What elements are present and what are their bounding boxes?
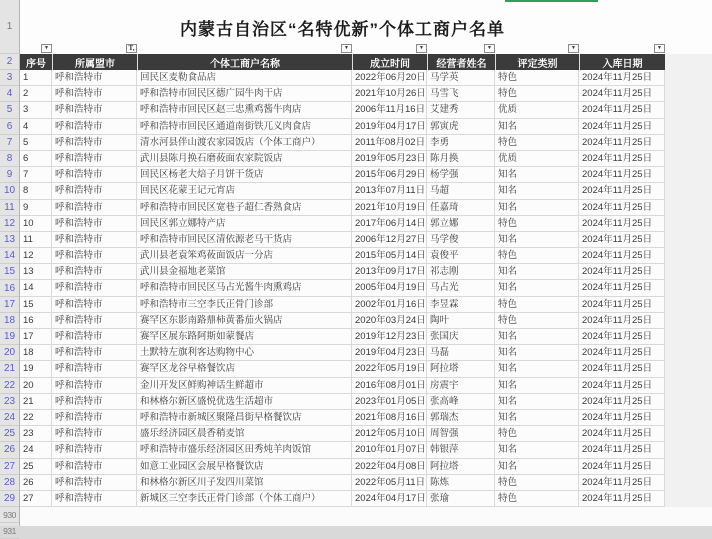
cell-established[interactable]: 2024年04月17日 xyxy=(352,491,427,507)
table-row xyxy=(20,102,665,118)
row-number-26[interactable]: 26 xyxy=(0,442,19,458)
cell-name[interactable]: 回民区麦勒食品店 xyxy=(137,70,352,86)
filter-dropdown-button[interactable]: ▼ xyxy=(41,44,52,53)
cell-city[interactable]: 呼和浩特市 xyxy=(52,216,137,232)
cell-no[interactable]: 3 xyxy=(20,102,52,118)
cell-operator[interactable]: 李昱霖 xyxy=(427,297,495,313)
cell-operator[interactable]: 艾建秀 xyxy=(427,102,495,118)
table-row xyxy=(20,313,665,329)
table-row xyxy=(20,491,665,507)
table-row xyxy=(20,232,665,248)
cell-city[interactable]: 呼和浩特市 xyxy=(52,264,137,280)
cell-category[interactable]: 知名 xyxy=(495,200,579,216)
row-number-11[interactable]: 11 xyxy=(0,200,19,216)
cell-name[interactable]: 金川开发区鲜购神话生鲜超市 xyxy=(137,378,352,394)
row-number-3[interactable]: 3 xyxy=(0,70,19,86)
row-number-28[interactable]: 28 xyxy=(0,475,19,491)
cell-established[interactable]: 2022年06月20日 xyxy=(352,70,427,86)
cell-entered[interactable]: 2024年11月25日 xyxy=(579,297,665,313)
cell-name[interactable]: 土默特左旗利客达购物中心 xyxy=(137,345,352,361)
cell-city[interactable]: 呼和浩特市 xyxy=(52,183,137,199)
table-row xyxy=(20,378,665,394)
cell-no[interactable]: 27 xyxy=(20,491,52,507)
cell-city[interactable]: 呼和浩特市 xyxy=(52,248,137,264)
cell-no[interactable]: 22 xyxy=(20,410,52,426)
cell-operator[interactable]: 马学英 xyxy=(427,70,495,86)
table-row xyxy=(20,426,665,442)
cell-entered[interactable]: 2024年11月25日 xyxy=(579,183,665,199)
header-cell-city[interactable]: 所属盟市 xyxy=(52,54,137,70)
cell-category[interactable]: 知名 xyxy=(495,378,579,394)
cell-operator[interactable]: 阿拉塔 xyxy=(427,361,495,377)
cell-entered[interactable]: 2024年11月25日 xyxy=(579,119,665,135)
cell-city[interactable]: 呼和浩特市 xyxy=(52,361,137,377)
cell-city[interactable]: 呼和浩特市 xyxy=(52,70,137,86)
row-number-15[interactable]: 15 xyxy=(0,264,19,280)
cell-category[interactable]: 特色 xyxy=(495,248,579,264)
cell-no[interactable]: 8 xyxy=(20,183,52,199)
cell-established[interactable]: 2002年01月16日 xyxy=(352,297,427,313)
row-number-5[interactable]: 5 xyxy=(0,102,19,118)
cell-established[interactable]: 2015年05月14日 xyxy=(352,248,427,264)
cell-category[interactable]: 特色 xyxy=(495,135,579,151)
row-number-22[interactable]: 22 xyxy=(0,378,19,394)
row-number-4[interactable]: 4 xyxy=(0,86,19,102)
cell-entered[interactable]: 2024年11月25日 xyxy=(579,264,665,280)
cell-category[interactable]: 知名 xyxy=(495,280,579,296)
cell-operator[interactable]: 周智强 xyxy=(427,426,495,442)
cell-operator[interactable]: 张瑜 xyxy=(427,491,495,507)
cell-entered[interactable]: 2024年11月25日 xyxy=(579,345,665,361)
cell-no[interactable]: 21 xyxy=(20,394,52,410)
cell-no[interactable]: 7 xyxy=(20,167,52,183)
table-row xyxy=(20,151,665,167)
cell-city[interactable]: 呼和浩特市 xyxy=(52,200,137,216)
cell-category[interactable]: 知名 xyxy=(495,329,579,345)
cell-entered[interactable]: 2024年11月25日 xyxy=(579,200,665,216)
cell-operator[interactable]: 郭瑞杰 xyxy=(427,410,495,426)
cell-name[interactable]: 清水河县伴山渡农家园饭店（个体工商户） xyxy=(137,135,352,151)
table-row xyxy=(20,410,665,426)
header-cell-established[interactable]: 成立时间 xyxy=(352,54,427,70)
cell-name[interactable]: 呼和浩特市三空李氏正骨门诊部 xyxy=(137,297,352,313)
cell-no[interactable]: 10 xyxy=(20,216,52,232)
cell-name[interactable]: 呼和浩特市回民区德广园牛肉干店 xyxy=(137,86,352,102)
cell-entered[interactable]: 2024年11月25日 xyxy=(579,329,665,345)
cell-name[interactable]: 呼和浩特市回民区赵三忠熏鸡酱牛肉店 xyxy=(137,102,352,118)
cell-no[interactable]: 4 xyxy=(20,119,52,135)
table-row xyxy=(20,248,665,264)
cell-no[interactable]: 13 xyxy=(20,264,52,280)
cell-name[interactable]: 和林格尔新区川子发四川菜馆 xyxy=(137,475,352,491)
row-number-29[interactable]: 29 xyxy=(0,491,19,507)
cell-established[interactable]: 2021年08月16日 xyxy=(352,410,427,426)
cell-category[interactable]: 知名 xyxy=(495,442,579,458)
cell-no[interactable]: 6 xyxy=(20,151,52,167)
cell-name[interactable]: 呼和浩特市回民区清依源老马干货店 xyxy=(137,232,352,248)
cell-established[interactable]: 2013年07月11日 xyxy=(352,183,427,199)
cell-category[interactable]: 特色 xyxy=(495,297,579,313)
row-header-gutter xyxy=(0,0,20,536)
cell-name[interactable]: 新城区三空李氏正骨门诊部（个体工商户） xyxy=(137,491,352,507)
cell-operator[interactable]: 祁志刚 xyxy=(427,264,495,280)
row-number-2[interactable]: 2 xyxy=(0,54,19,70)
cell-name[interactable]: 呼和浩特市回民区通道南街铁兀义肉食店 xyxy=(137,119,352,135)
cell-category[interactable]: 优质 xyxy=(495,102,579,118)
cell-established[interactable]: 2016年08月01日 xyxy=(352,378,427,394)
cell-established[interactable]: 2017年06月14日 xyxy=(352,216,427,232)
cell-entered[interactable]: 2024年11月25日 xyxy=(579,151,665,167)
filter-dropdown-button[interactable]: ▼ xyxy=(568,44,579,53)
table-row xyxy=(20,119,665,135)
cell-operator[interactable]: 袁俊平 xyxy=(427,248,495,264)
cell-entered[interactable]: 2024年11月25日 xyxy=(579,248,665,264)
cell-name[interactable]: 呼和浩特市新城区聚隆昌街早格餐饮店 xyxy=(137,410,352,426)
row-number-7[interactable]: 7 xyxy=(0,135,19,151)
cell-no[interactable]: 11 xyxy=(20,232,52,248)
cell-no[interactable]: 20 xyxy=(20,378,52,394)
cell-no[interactable]: 25 xyxy=(20,459,52,475)
row-number-16[interactable]: 16 xyxy=(0,280,19,296)
cell-operator[interactable]: 马超 xyxy=(427,183,495,199)
cell-operator[interactable]: 郭立娜 xyxy=(427,216,495,232)
table-row xyxy=(20,329,665,345)
cell-established[interactable]: 2022年05月11日 xyxy=(352,475,427,491)
cell-name[interactable]: 武川县陈月换石磨莜面农家院饭店 xyxy=(137,151,352,167)
cell-established[interactable]: 2021年10月19日 xyxy=(352,200,427,216)
cell-name[interactable]: 赛罕区东影南路鼎柿黄番茄火锅店 xyxy=(137,313,352,329)
table-row xyxy=(20,280,665,296)
header-cell-no[interactable]: 序号 xyxy=(26,58,46,70)
filter-dropdown-button[interactable]: ▼ xyxy=(484,44,495,53)
cell-name[interactable]: 和林格尔新区盛悦优选生活超市 xyxy=(137,394,352,410)
cell-category[interactable]: 知名 xyxy=(495,345,579,361)
cell-city[interactable]: 呼和浩特市 xyxy=(52,119,137,135)
cell-entered[interactable]: 2024年11月25日 xyxy=(579,378,665,394)
cell-entered[interactable]: 2024年11月25日 xyxy=(579,102,665,118)
cell-name[interactable]: 呼和浩特市回民区宽巷子超仁香熟食店 xyxy=(137,200,352,216)
cell-established[interactable]: 2013年09月17日 xyxy=(352,264,427,280)
table-row xyxy=(20,442,665,458)
cell-entered[interactable]: 2024年11月25日 xyxy=(579,442,665,458)
cell-city[interactable]: 呼和浩特市 xyxy=(52,232,137,248)
cell-operator[interactable]: 马占光 xyxy=(427,280,495,296)
table-row xyxy=(20,86,665,102)
cell-established[interactable]: 2020年03月24日 xyxy=(352,313,427,329)
cell-name[interactable]: 武川县金福地老菜馆 xyxy=(137,264,352,280)
row-number-19[interactable]: 19 xyxy=(0,329,19,345)
cell-established[interactable]: 2019年04月17日 xyxy=(352,119,427,135)
cell-established[interactable]: 2023年01月05日 xyxy=(352,394,427,410)
empty-rows-area xyxy=(20,507,712,526)
cell-operator[interactable]: 张国庆 xyxy=(427,329,495,345)
row-number-25[interactable]: 25 xyxy=(0,426,19,442)
header-cell-entered[interactable]: 入库日期 xyxy=(579,54,665,70)
cell-city[interactable]: 呼和浩特市 xyxy=(52,151,137,167)
cell-entered[interactable]: 2024年11月25日 xyxy=(579,70,665,86)
cell-city[interactable]: 呼和浩特市 xyxy=(52,102,137,118)
cell-city[interactable]: 呼和浩特市 xyxy=(52,410,137,426)
table-header-row xyxy=(20,54,665,70)
cell-entered[interactable]: 2024年11月25日 xyxy=(579,167,665,183)
cell-entered[interactable]: 2024年11月25日 xyxy=(579,394,665,410)
row-number-18[interactable]: 18 xyxy=(0,313,19,329)
table-row xyxy=(20,297,665,313)
cell-name[interactable]: 如意工业园区会展早格餐饮店 xyxy=(137,459,352,475)
cell-no[interactable]: 18 xyxy=(20,345,52,361)
cell-established[interactable]: 2019年12月23日 xyxy=(352,329,427,345)
cell-operator[interactable]: 陶叶 xyxy=(427,313,495,329)
cell-entered[interactable]: 2024年11月25日 xyxy=(579,410,665,426)
cell-entered[interactable]: 2024年11月25日 xyxy=(579,86,665,102)
cell-operator[interactable]: 任嘉琦 xyxy=(427,200,495,216)
cell-entered[interactable]: 2024年11月25日 xyxy=(579,135,665,151)
cell-established[interactable]: 2015年06月29日 xyxy=(352,167,427,183)
cell-entered[interactable]: 2024年11月25日 xyxy=(579,216,665,232)
cell-category[interactable]: 特色 xyxy=(495,70,579,86)
cell-established[interactable]: 2006年12月27日 xyxy=(352,232,427,248)
cell-city[interactable]: 呼和浩特市 xyxy=(52,86,137,102)
cell-city[interactable]: 呼和浩特市 xyxy=(52,378,137,394)
cell-city[interactable]: 呼和浩特市 xyxy=(52,329,137,345)
cell-no[interactable]: 23 xyxy=(20,426,52,442)
table-row xyxy=(20,216,665,232)
cell-category[interactable]: 特色 xyxy=(495,216,579,232)
table-row xyxy=(20,475,665,491)
cell-category[interactable]: 知名 xyxy=(495,394,579,410)
cell-established[interactable]: 2005年04月19日 xyxy=(352,280,427,296)
cell-no[interactable]: 5 xyxy=(20,135,52,151)
cell-no[interactable]: 16 xyxy=(20,313,52,329)
cell-name[interactable]: 武川县老袁笨鸡莜面饭店一分店 xyxy=(137,248,352,264)
cell-no[interactable]: 9 xyxy=(20,200,52,216)
cell-no[interactable]: 19 xyxy=(20,361,52,377)
cell-city[interactable]: 呼和浩特市 xyxy=(52,491,137,507)
cell-operator[interactable]: 陈月换 xyxy=(427,151,495,167)
row-number-12[interactable]: 12 xyxy=(0,216,19,232)
table-row xyxy=(20,459,665,475)
cell-operator[interactable]: 杨学强 xyxy=(427,167,495,183)
cell-established[interactable]: 2022年05月19日 xyxy=(352,361,427,377)
cell-no[interactable]: 24 xyxy=(20,442,52,458)
cell-category[interactable]: 知名 xyxy=(495,119,579,135)
cell-name[interactable]: 回民区花蒙王记元宵店 xyxy=(137,183,352,199)
cell-established[interactable]: 2006年11月16日 xyxy=(352,102,427,118)
cell-name[interactable]: 回民区郭立娜特产店 xyxy=(137,216,352,232)
table-row xyxy=(20,264,665,280)
row-number-930[interactable]: 930 xyxy=(0,507,19,523)
cell-category[interactable]: 知名 xyxy=(495,167,579,183)
table-body xyxy=(20,70,665,507)
cell-category[interactable]: 特色 xyxy=(495,426,579,442)
cell-operator[interactable]: 阿拉塔 xyxy=(427,459,495,475)
cell-category[interactable]: 特色 xyxy=(495,491,579,507)
cell-entered[interactable]: 2024年11月25日 xyxy=(579,361,665,377)
cell-established[interactable]: 2019年05月23日 xyxy=(352,151,427,167)
cell-city[interactable]: 呼和浩特市 xyxy=(52,475,137,491)
cell-no[interactable]: 12 xyxy=(20,248,52,264)
header-cell-name[interactable]: 个体工商户名称 xyxy=(137,54,352,70)
cell-established[interactable]: 2011年08月02日 xyxy=(352,135,427,151)
table-row xyxy=(20,70,665,86)
cell-city[interactable]: 呼和浩特市 xyxy=(52,313,137,329)
cell-no[interactable]: 17 xyxy=(20,329,52,345)
filter-dropdown-button[interactable]: ▼ xyxy=(654,44,665,53)
cell-entered[interactable]: 2024年11月25日 xyxy=(579,459,665,475)
cell-operator[interactable]: 房震宇 xyxy=(427,378,495,394)
cell-operator[interactable]: 马学俊 xyxy=(427,232,495,248)
cell-category[interactable]: 特色 xyxy=(495,86,579,102)
row-number-10[interactable]: 10 xyxy=(0,183,19,199)
row-number-20[interactable]: 20 xyxy=(0,345,19,361)
table-row xyxy=(20,200,665,216)
cell-category[interactable]: 知名 xyxy=(495,183,579,199)
cell-no[interactable]: 15 xyxy=(20,297,52,313)
cell-operator[interactable]: 李勇 xyxy=(427,135,495,151)
cell-name[interactable]: 回民区杨老大焙子月饼干货店 xyxy=(137,167,352,183)
row-number-17[interactable]: 17 xyxy=(0,297,19,313)
header-cell-operator[interactable]: 经营者姓名 xyxy=(427,54,495,70)
cell-established[interactable]: 2022年04月08日 xyxy=(352,459,427,475)
cell-no[interactable]: 14 xyxy=(20,280,52,296)
cell-category[interactable]: 特色 xyxy=(495,475,579,491)
cell-entered[interactable]: 2024年11月25日 xyxy=(579,280,665,296)
cell-city[interactable]: 呼和浩特市 xyxy=(52,280,137,296)
cell-operator[interactable]: 张高峰 xyxy=(427,394,495,410)
table-row xyxy=(20,394,665,410)
cell-category[interactable]: 优质 xyxy=(495,151,579,167)
row-number-14[interactable]: 14 xyxy=(0,248,19,264)
row-number-13[interactable]: 13 xyxy=(0,232,19,248)
row-number-6[interactable]: 6 xyxy=(0,119,19,135)
cell-category[interactable]: 特色 xyxy=(495,313,579,329)
table-row xyxy=(20,361,665,377)
header-cell-category[interactable]: 评定类别 xyxy=(495,54,579,70)
cell-city[interactable]: 呼和浩特市 xyxy=(52,345,137,361)
row-number-1[interactable]: 1 xyxy=(0,0,19,54)
cell-name[interactable]: 呼和浩特市盛乐经济园区田秀炖羊肉饭馆 xyxy=(137,442,352,458)
cell-city[interactable]: 呼和浩特市 xyxy=(52,167,137,183)
cell-city[interactable]: 呼和浩特市 xyxy=(52,442,137,458)
cell-category[interactable]: 知名 xyxy=(495,459,579,475)
filter-dropdown-button[interactable]: ▼ xyxy=(416,44,427,53)
cell-city[interactable]: 呼和浩特市 xyxy=(52,459,137,475)
cell-entered[interactable]: 2024年11月25日 xyxy=(579,475,665,491)
table-row xyxy=(20,167,665,183)
row-number-8[interactable]: 8 xyxy=(0,151,19,167)
cell-category[interactable]: 知名 xyxy=(495,410,579,426)
cell-city[interactable]: 呼和浩特市 xyxy=(52,394,137,410)
filter-dropdown-button[interactable]: ▼ xyxy=(341,44,352,53)
row-number-23[interactable]: 23 xyxy=(0,394,19,410)
cell-category[interactable]: 知名 xyxy=(495,264,579,280)
cell-city[interactable]: 呼和浩特市 xyxy=(52,135,137,151)
cell-established[interactable]: 2019年04月23日 xyxy=(352,345,427,361)
cell-no[interactable]: 1 xyxy=(20,70,52,86)
row-number-24[interactable]: 24 xyxy=(0,410,19,426)
cell-operator[interactable]: 马雪飞 xyxy=(427,86,495,102)
table-row xyxy=(20,345,665,361)
cell-entered[interactable]: 2024年11月25日 xyxy=(579,313,665,329)
filter-applied-button[interactable]: T, xyxy=(126,44,137,53)
cell-no[interactable]: 2 xyxy=(20,86,52,102)
cell-category[interactable]: 知名 xyxy=(495,361,579,377)
cell-entered[interactable]: 2024年11月25日 xyxy=(579,232,665,248)
cell-operator[interactable]: 韩银萍 xyxy=(427,442,495,458)
cell-entered[interactable]: 2024年11月25日 xyxy=(579,426,665,442)
row-number-9[interactable]: 9 xyxy=(0,167,19,183)
cell-operator[interactable]: 陈炼 xyxy=(427,475,495,491)
table-row xyxy=(20,135,665,151)
cell-name[interactable]: 赛罕区展东路阿斯如蒙餐店 xyxy=(137,329,352,345)
row-number-27[interactable]: 27 xyxy=(0,459,19,475)
cell-name[interactable]: 呼和浩特市回民区马占光酱牛肉熏鸡店 xyxy=(137,280,352,296)
cell-category[interactable]: 知名 xyxy=(495,232,579,248)
row-number-931[interactable]: 931 xyxy=(0,523,19,539)
cell-operator[interactable]: 郭寅虎 xyxy=(427,119,495,135)
table-row xyxy=(20,183,665,199)
cell-operator[interactable]: 马磊 xyxy=(427,345,495,361)
cell-name[interactable]: 赛罕区龙谷早格餐饮店 xyxy=(137,361,352,377)
cell-name[interactable]: 盛乐经济园区晨香稍麦馆 xyxy=(137,426,352,442)
row-number-21[interactable]: 21 xyxy=(0,361,19,377)
cell-no[interactable]: 26 xyxy=(20,475,52,491)
page-title: 内蒙古自治区“名特优新”个体工商户名单 xyxy=(180,19,505,39)
cell-entered[interactable]: 2024年11月25日 xyxy=(579,491,665,507)
cell-city[interactable]: 呼和浩特市 xyxy=(52,297,137,313)
cell-established[interactable]: 2021年10月26日 xyxy=(352,86,427,102)
cell-established[interactable]: 2012年05月10日 xyxy=(352,426,427,442)
cell-city[interactable]: 呼和浩特市 xyxy=(52,426,137,442)
cell-established[interactable]: 2010年01月07日 xyxy=(352,442,427,458)
